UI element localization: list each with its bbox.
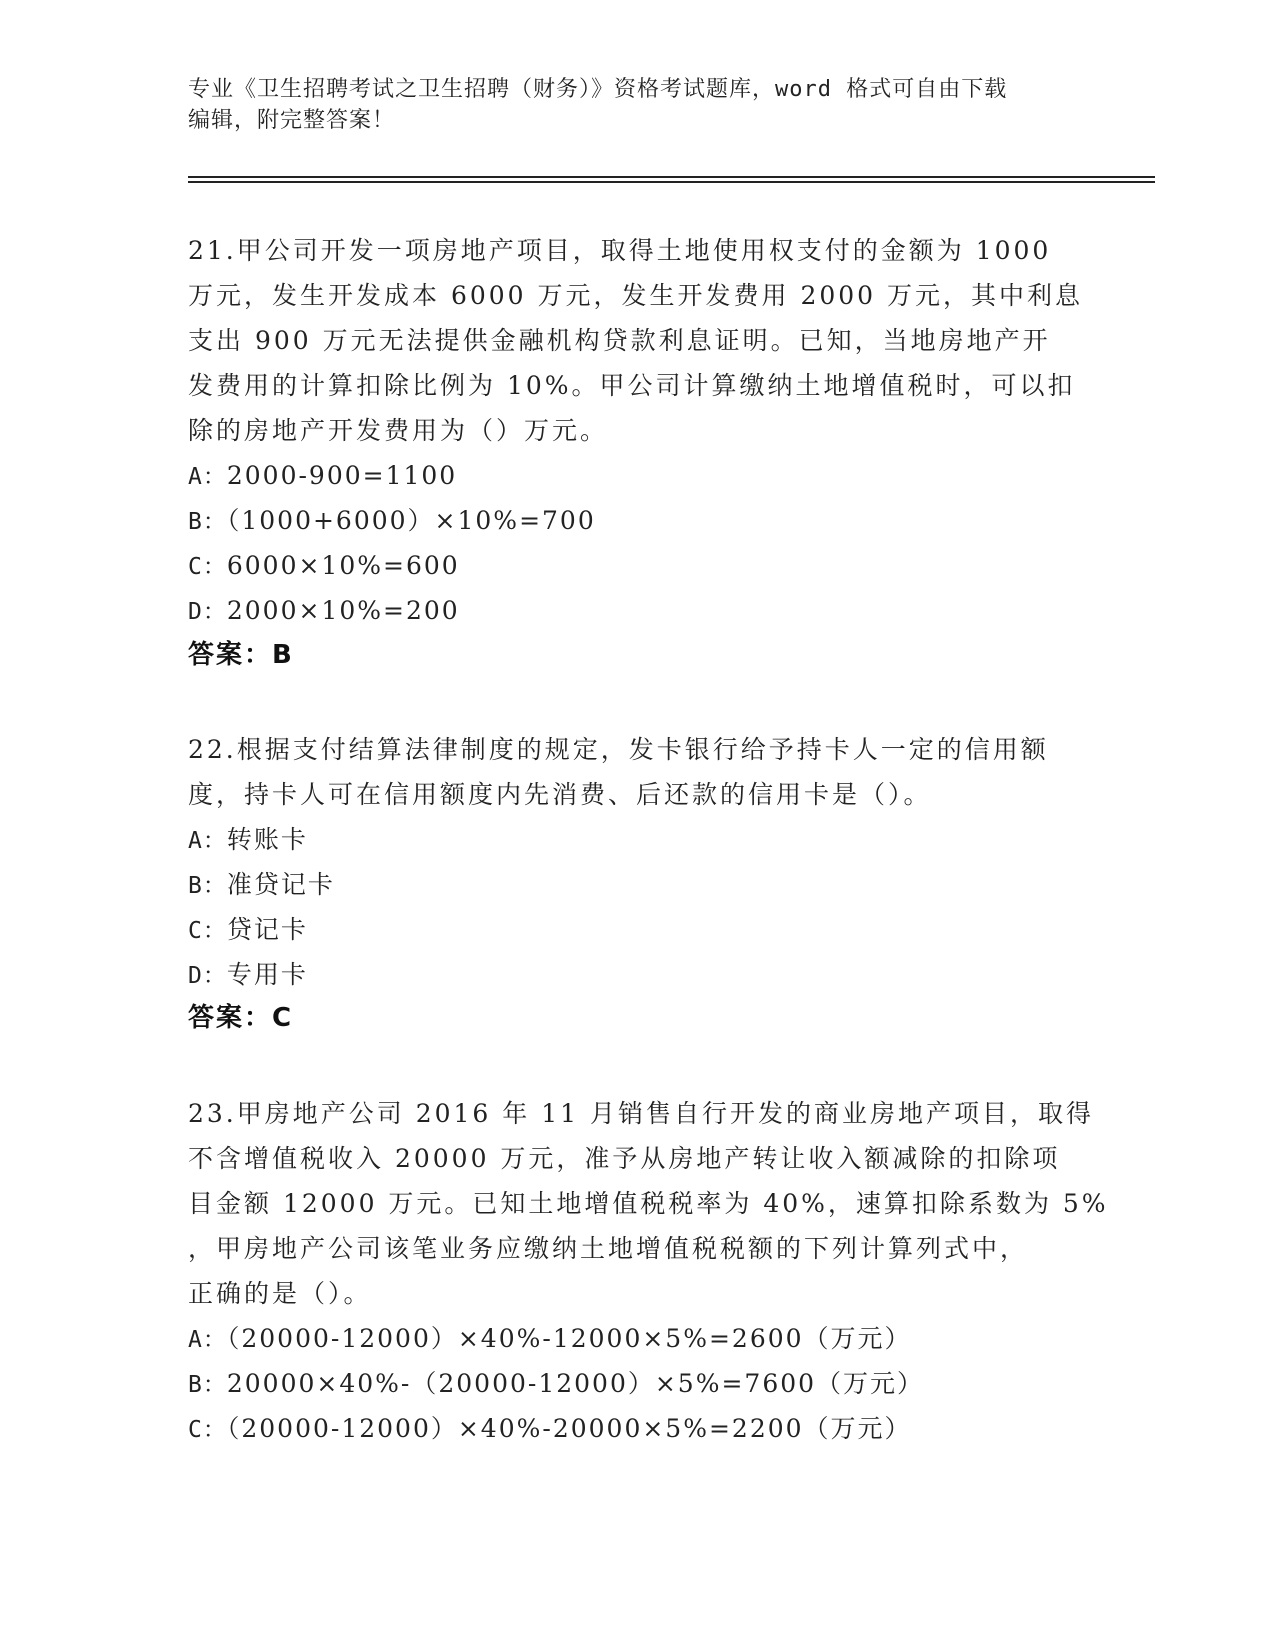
question-23-option-a: A：（20000-12000）×40%-12000×5%=2600（万元） — [188, 1324, 912, 1353]
question-line: 不含增值税收入 20000 万元，准予从房地产转让收入额减除的扣除项 — [188, 1144, 1061, 1173]
question-22-option-a: A：转账卡 — [188, 825, 308, 854]
question-21-option-d: D：2000×10%=200 — [188, 596, 460, 625]
question-line: 度，持卡人可在信用额度内先消费、后还款的信用卡是（）。 — [188, 780, 932, 809]
question-line: 目金额 12000 万元。已知土地增值税税率为 40%，速算扣除系数为 5% — [188, 1189, 1109, 1218]
question-23-option-c: C：（20000-12000）×40%-20000×5%=2200（万元） — [188, 1414, 912, 1443]
question-22-text — [188, 727, 1049, 817]
question-21-option-a: A：2000-900=1100 — [188, 461, 458, 490]
question-22-option-c: C：贷记卡 — [188, 915, 308, 944]
question-line: 发费用的计算扣除比例为 10%。甲公司计算缴纳土地增值税时，可以扣 — [188, 371, 1076, 400]
header-divider-bottom — [188, 181, 1155, 183]
question-22-answer: 答案：C — [188, 1003, 294, 1033]
question-21-answer: 答案：B — [188, 640, 294, 670]
question-line: 23.甲房地产公司 2016 年 11 月销售自行开发的商业房地产项目，取得 — [188, 1099, 1094, 1128]
question-21-text — [188, 228, 1083, 453]
question-22-option-d: D：专用卡 — [188, 960, 308, 989]
question-line: ，甲房地产公司该笔业务应缴纳土地增值税税额的下列计算列式中， — [188, 1234, 1029, 1263]
header-divider-top — [188, 176, 1155, 178]
question-22-option-b: B：准贷记卡 — [188, 870, 335, 899]
document-header — [188, 74, 1088, 136]
question-line: 除的房地产开发费用为（）万元。 — [188, 416, 609, 445]
question-line: 万元，发生开发成本 6000 万元，发生开发费用 2000 万元，其中利息 — [188, 281, 1084, 310]
question-line: 22.根据支付结算法律制度的规定，发卡银行给予持卡人一定的信用额 — [188, 735, 1049, 764]
header-line-2: 编辑，附完整答案！ — [188, 108, 396, 133]
question-21-option-c: C：6000×10%=600 — [188, 551, 460, 580]
question-line: 支出 900 万元无法提供金融机构贷款利息证明。已知，当地房地产开 — [188, 326, 1051, 355]
question-line: 21.甲公司开发一项房地产项目，取得土地使用权支付的金额为 1000 — [188, 236, 1052, 265]
question-23-option-b: B：20000×40%-（20000-12000）×5%=7600（万元） — [188, 1369, 925, 1398]
question-line: 正确的是（）。 — [188, 1279, 372, 1308]
question-21-option-b: B：（1000+6000）×10%=700 — [188, 506, 596, 535]
header-line-1: 专业《卫生招聘考试之卫生招聘（财务）》资格考试题库，word 格式可自由下载 — [188, 77, 1008, 102]
question-23-text — [188, 1091, 1109, 1316]
